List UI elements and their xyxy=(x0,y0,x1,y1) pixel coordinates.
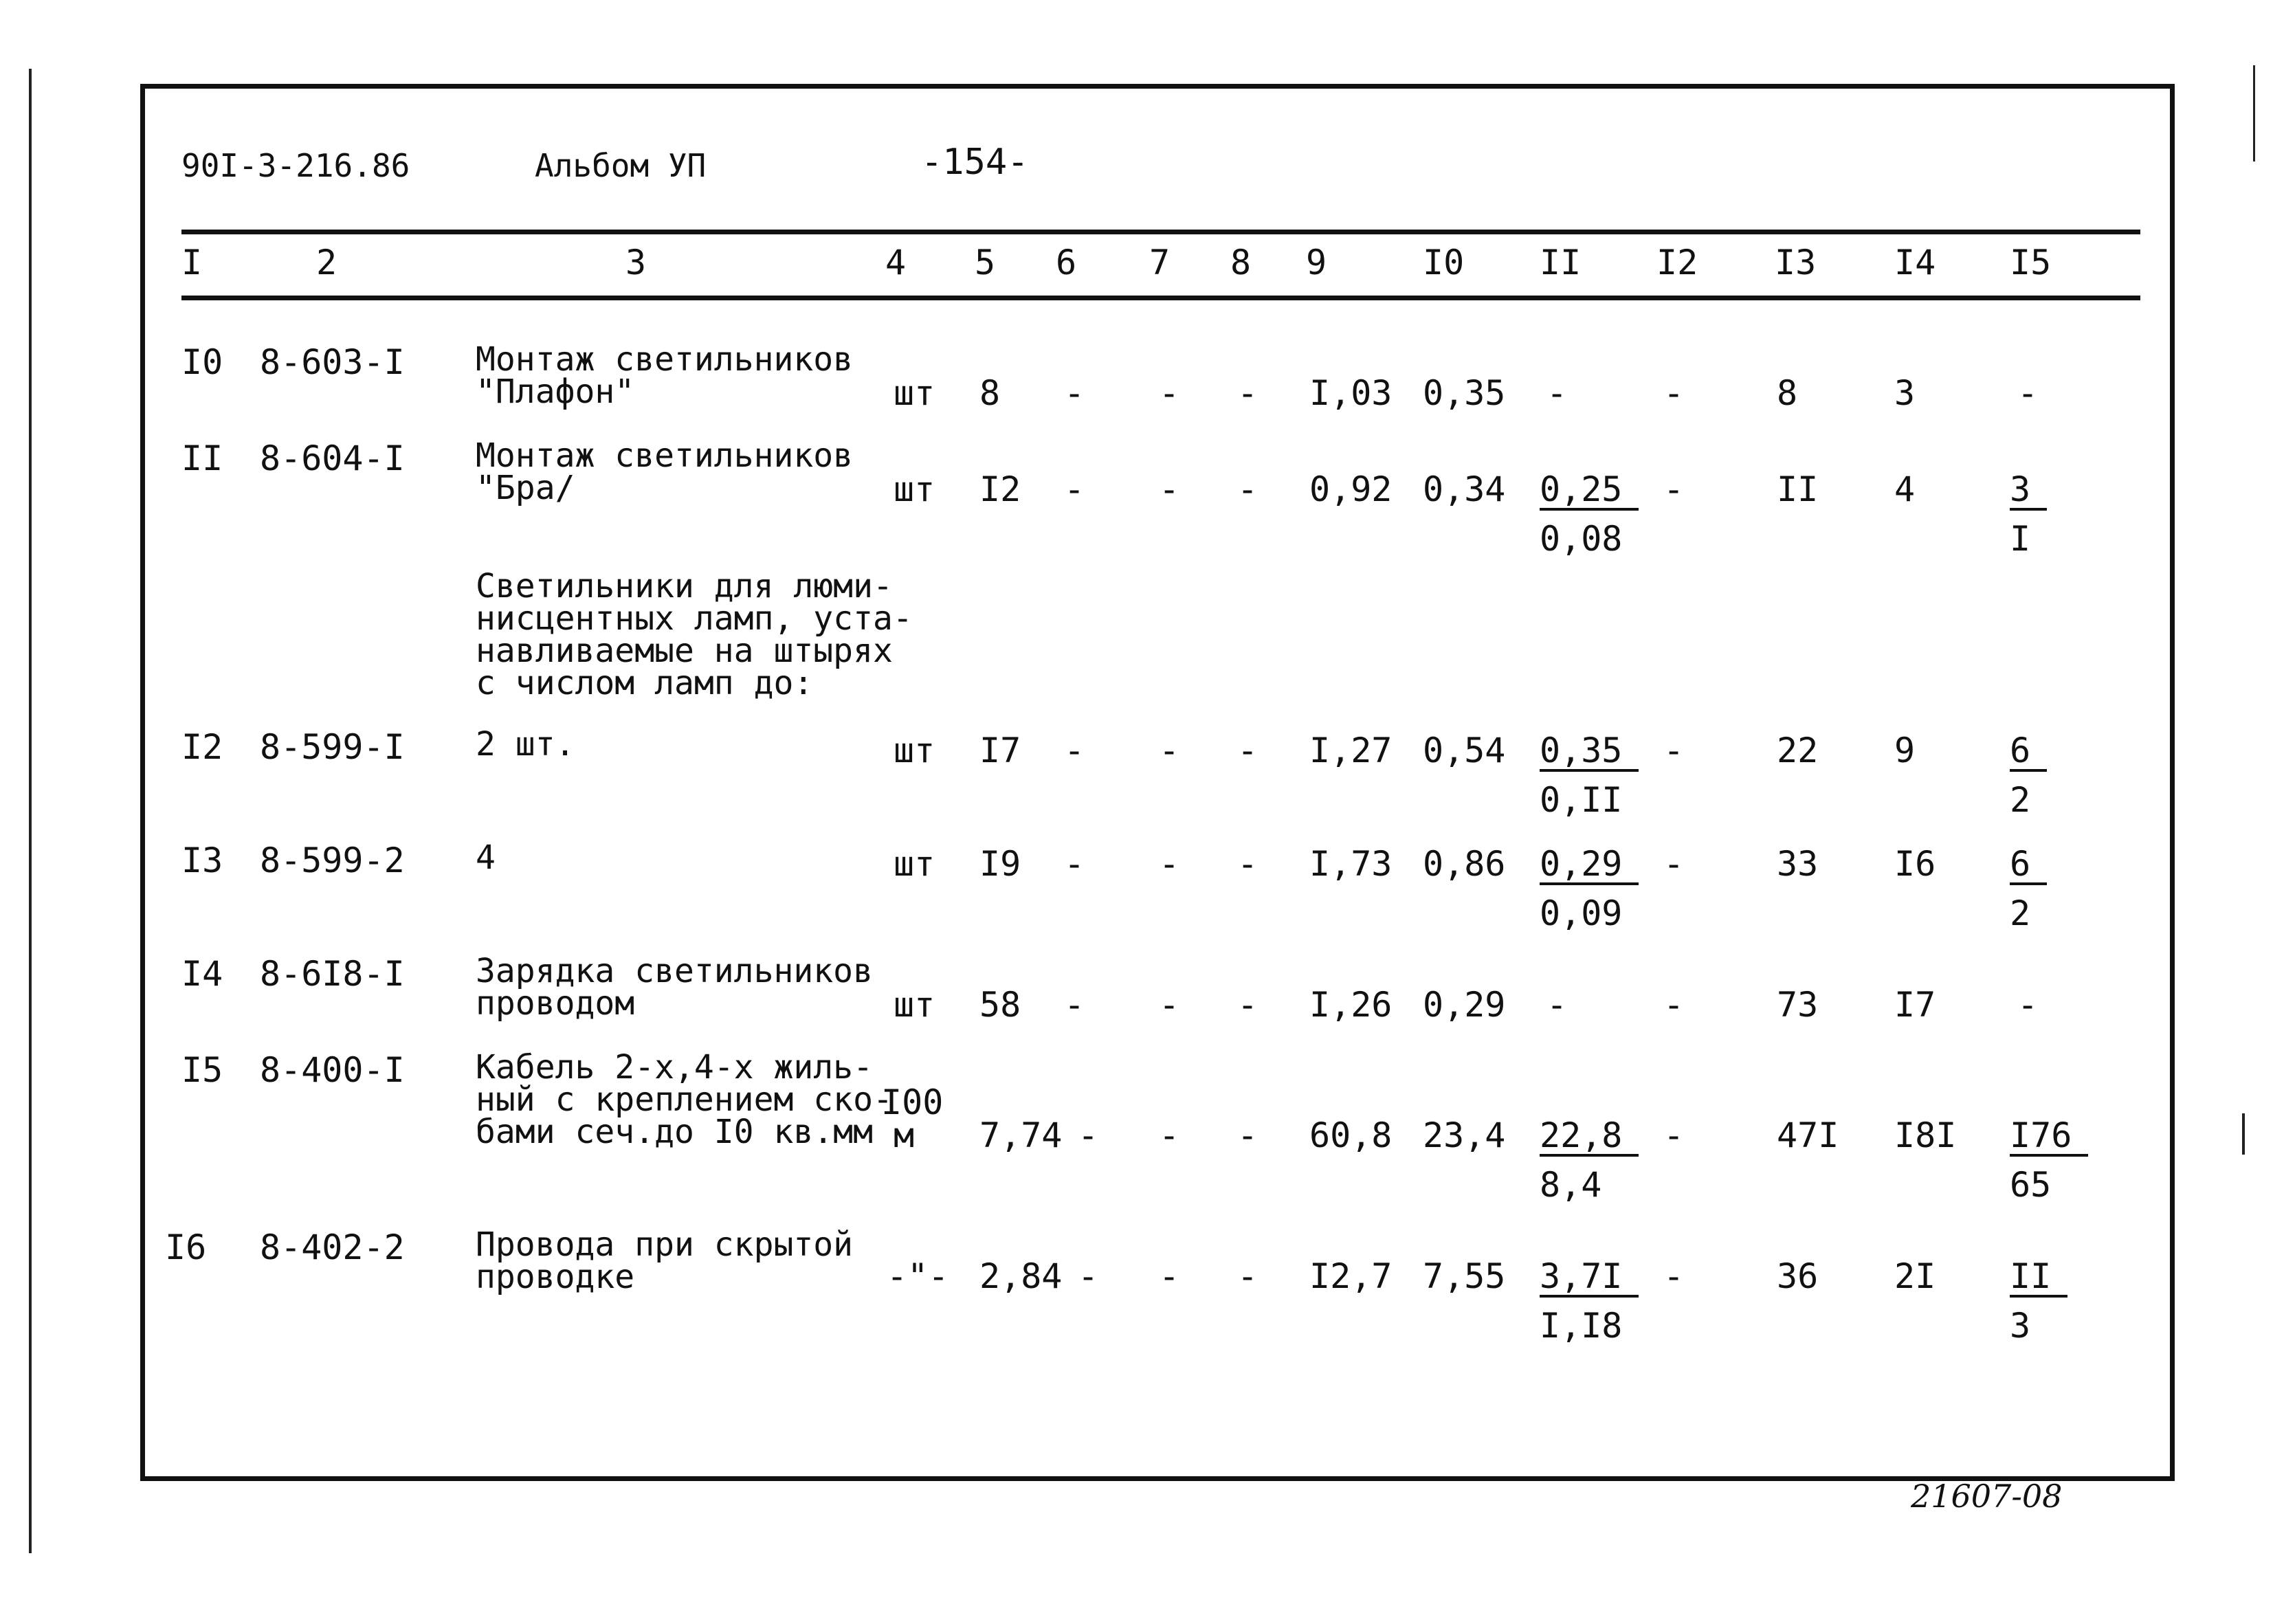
column-header-4: 4 xyxy=(885,243,907,282)
col10-value: 23,4 xyxy=(1423,1115,1506,1155)
row-number: I4 xyxy=(181,954,223,994)
col15-fraction xyxy=(2010,471,2047,557)
column-header-1: I xyxy=(181,243,203,282)
col5-value: I2 xyxy=(979,469,1021,509)
col12-value: - xyxy=(1663,1115,1685,1155)
col14-value: 2I xyxy=(1894,1256,1936,1296)
column-header-13: I3 xyxy=(1775,243,1817,282)
col12-value: - xyxy=(1663,985,1685,1025)
col12-value: - xyxy=(1663,469,1685,509)
col9-value: I,03 xyxy=(1309,373,1393,413)
right-edge-mark xyxy=(2242,1113,2245,1155)
col11-fraction-numerator: 0,29 xyxy=(1540,845,1639,885)
col11-fraction-denominator: 0,II xyxy=(1540,780,1623,820)
col9-value: I,26 xyxy=(1309,985,1393,1025)
col11-fraction-denominator: 0,08 xyxy=(1540,519,1623,559)
col11-value: - xyxy=(1546,373,1568,413)
column-header-10: I0 xyxy=(1423,243,1465,282)
col11-fraction-denominator: 0,09 xyxy=(1540,893,1623,933)
col6-value: - xyxy=(1064,373,1085,413)
col8-value: - xyxy=(1237,373,1259,413)
col12-value: - xyxy=(1663,844,1685,884)
col10-value: 0,29 xyxy=(1423,985,1506,1025)
col15-fraction xyxy=(2010,845,2047,932)
row-description: 4 xyxy=(476,838,496,877)
col11-fraction xyxy=(1540,1258,1639,1344)
doc-code: 90I-3-216.86 xyxy=(181,147,410,184)
col14-value: I8I xyxy=(1894,1115,1957,1155)
col11-fraction-denominator: I,I8 xyxy=(1540,1306,1623,1346)
row-unit: шт xyxy=(894,844,935,884)
col5-value: 7,74 xyxy=(979,1115,1063,1155)
row-code: 8-402-2 xyxy=(260,1227,405,1267)
col13-value: 36 xyxy=(1777,1256,1819,1296)
col15-value: - xyxy=(2017,373,2039,413)
col15-fraction xyxy=(2010,1117,2088,1203)
col9-value: I,27 xyxy=(1309,731,1393,770)
col11-fraction-denominator: 8,4 xyxy=(1540,1165,1602,1205)
col15-fraction xyxy=(2010,1258,2067,1344)
column-header-8: 8 xyxy=(1230,243,1252,282)
col7-value: - xyxy=(1159,373,1180,413)
row-unit: м xyxy=(894,1115,915,1155)
row-number: I2 xyxy=(181,727,223,767)
column-header-11: II xyxy=(1540,243,1582,282)
row-description: Монтаж светильников "Плафон" xyxy=(476,340,854,411)
row-code: 8-599-I xyxy=(260,727,405,767)
column-header-14: I4 xyxy=(1894,243,1936,282)
col15-fraction-numerator: I76 xyxy=(2010,1117,2088,1157)
table-header-rule xyxy=(181,296,2140,300)
col5-value: 58 xyxy=(979,985,1021,1025)
col13-value: II xyxy=(1777,469,1819,509)
col15-fraction-denominator: I xyxy=(2010,519,2031,559)
col12-value: - xyxy=(1663,731,1685,770)
col11-fraction xyxy=(1540,471,1639,557)
row-number: I6 xyxy=(165,1227,207,1267)
row-code: 8-6I8-I xyxy=(260,954,405,994)
col7-value: - xyxy=(1159,469,1180,509)
col8-value: - xyxy=(1237,469,1259,509)
row-unit-quantity: I00 xyxy=(881,1082,944,1122)
column-header-5: 5 xyxy=(975,243,996,282)
row-number: I5 xyxy=(181,1050,223,1090)
col9-value: I,73 xyxy=(1309,844,1393,884)
col8-value: - xyxy=(1237,731,1259,770)
col14-value: 3 xyxy=(1894,373,1916,413)
row-description: Зарядка светильников проводом xyxy=(476,952,873,1023)
column-header-15: I5 xyxy=(2010,243,2052,282)
col5-value: 8 xyxy=(979,373,1001,413)
col15-fraction-numerator: 6 xyxy=(2010,845,2047,885)
row-description: Светильники для люми- нисцентных ламп, уста- навливаемые на штырях с числом ламп до: xyxy=(476,567,913,702)
footer-note: 21607-08 xyxy=(1911,1478,2063,1515)
column-header-2: 2 xyxy=(316,243,337,282)
col6-value: - xyxy=(1064,469,1085,509)
col5-value: I7 xyxy=(979,731,1021,770)
row-unit: шт xyxy=(894,731,935,770)
col8-value: - xyxy=(1237,1256,1259,1296)
col6-value: - xyxy=(1064,731,1085,770)
col6-value: - xyxy=(1078,1115,1099,1155)
left-edge-line xyxy=(29,69,32,1553)
row-number: I3 xyxy=(181,841,223,880)
row-unit: шт xyxy=(894,469,935,509)
column-header-9: 9 xyxy=(1306,243,1327,282)
col6-value: - xyxy=(1064,985,1085,1025)
col15-fraction-numerator: 3 xyxy=(2010,471,2047,511)
col14-value: I7 xyxy=(1894,985,1936,1025)
row-unit: шт xyxy=(894,373,935,413)
col10-value: 0,86 xyxy=(1423,844,1506,884)
col15-fraction-denominator: 65 xyxy=(2010,1165,2052,1205)
column-header-7: 7 xyxy=(1149,243,1171,282)
col7-value: - xyxy=(1159,844,1180,884)
col6-value: - xyxy=(1064,844,1085,884)
col11-fraction xyxy=(1540,845,1639,932)
col13-value: 8 xyxy=(1777,373,1798,413)
col13-value: 22 xyxy=(1777,731,1819,770)
row-code: 8-603-I xyxy=(260,342,405,382)
col10-value: 0,34 xyxy=(1423,469,1506,509)
row-number: II xyxy=(181,438,223,478)
col13-value: 33 xyxy=(1777,844,1819,884)
col8-value: - xyxy=(1237,985,1259,1025)
col9-value: I2,7 xyxy=(1309,1256,1393,1296)
col11-fraction xyxy=(1540,732,1639,819)
col10-value: 7,55 xyxy=(1423,1256,1506,1296)
col8-value: - xyxy=(1237,844,1259,884)
row-description: 2 шт. xyxy=(476,725,575,764)
col9-value: 60,8 xyxy=(1309,1115,1393,1155)
right-edge-line xyxy=(2253,65,2255,162)
col5-value: I9 xyxy=(979,844,1021,884)
col13-value: 73 xyxy=(1777,985,1819,1025)
row-number: I0 xyxy=(181,342,223,382)
album-label: Альбом УП xyxy=(535,147,707,184)
col15-fraction-denominator: 2 xyxy=(2010,893,2031,933)
col11-fraction-numerator: 3,7I xyxy=(1540,1258,1639,1298)
col11-fraction-numerator: 0,35 xyxy=(1540,732,1639,772)
row-description: Кабель 2-х,4-х жиль- ный с креплением ско- бами сеч.до I0 кв.мм xyxy=(476,1048,893,1151)
col5-value: 2,84 xyxy=(979,1256,1063,1296)
row-unit: -"- xyxy=(887,1256,949,1296)
col9-value: 0,92 xyxy=(1309,469,1393,509)
col12-value: - xyxy=(1663,1256,1685,1296)
column-header-6: 6 xyxy=(1056,243,1077,282)
row-description: Монтаж светильников "Бра/ xyxy=(476,436,854,507)
row-code: 8-604-I xyxy=(260,438,405,478)
col15-fraction xyxy=(2010,732,2047,819)
row-description: Провода при скрытой проводке xyxy=(476,1225,854,1296)
col11-fraction-numerator: 22,8 xyxy=(1540,1117,1639,1157)
col10-value: 0,35 xyxy=(1423,373,1506,413)
row-code: 8-599-2 xyxy=(260,841,405,880)
col11-value: - xyxy=(1546,985,1568,1025)
document-frame xyxy=(140,84,2175,1481)
col12-value: - xyxy=(1663,373,1685,413)
col7-value: - xyxy=(1159,1115,1180,1155)
table-top-rule xyxy=(181,230,2140,234)
column-header-12: I2 xyxy=(1656,243,1698,282)
col13-value: 47I xyxy=(1777,1115,1839,1155)
col10-value: 0,54 xyxy=(1423,731,1506,770)
col8-value: - xyxy=(1237,1115,1259,1155)
col7-value: - xyxy=(1159,731,1180,770)
col7-value: - xyxy=(1159,1256,1180,1296)
column-header-3: 3 xyxy=(625,243,647,282)
col11-fraction-numerator: 0,25 xyxy=(1540,471,1639,511)
page-number: -154- xyxy=(921,142,1029,183)
col15-fraction-denominator: 3 xyxy=(2010,1306,2031,1346)
col6-value: - xyxy=(1078,1256,1099,1296)
col15-fraction-numerator: II xyxy=(2010,1258,2067,1298)
col15-value: - xyxy=(2017,985,2039,1025)
col15-fraction-numerator: 6 xyxy=(2010,732,2047,772)
col14-value: 4 xyxy=(1894,469,1916,509)
row-code: 8-400-I xyxy=(260,1050,405,1090)
col11-fraction xyxy=(1540,1117,1639,1203)
col7-value: - xyxy=(1159,985,1180,1025)
col15-fraction-denominator: 2 xyxy=(2010,780,2031,820)
row-unit: шт xyxy=(894,985,935,1025)
col14-value: I6 xyxy=(1894,844,1936,884)
col14-value: 9 xyxy=(1894,731,1916,770)
